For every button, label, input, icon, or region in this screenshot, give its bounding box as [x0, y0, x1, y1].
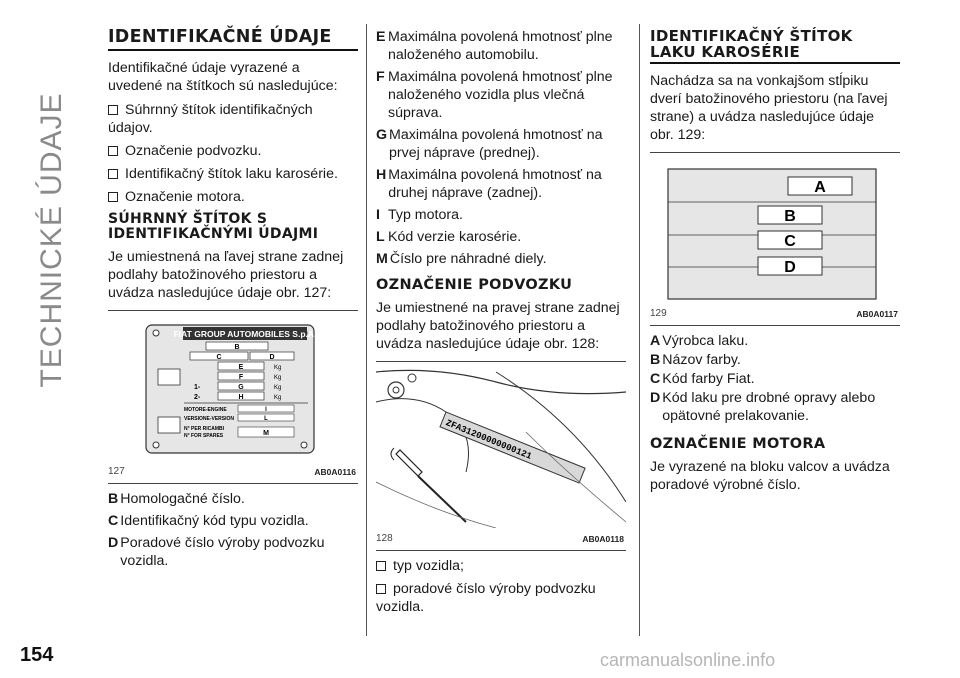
heading-rule [650, 62, 900, 64]
figure-129 [650, 152, 900, 326]
list-item: typ vozidla; [376, 557, 626, 575]
list-item: Označenie motora. [108, 188, 358, 206]
checkbox-bullet-icon [376, 561, 386, 571]
plate-field-m: M [263, 430, 269, 437]
figure-caption [108, 461, 358, 483]
watermark: carmanualsonline.info [600, 650, 776, 670]
page-number: 154 [20, 644, 54, 666]
svg-text:N° FOR SPARES: N° FOR SPARES [184, 433, 224, 439]
plate-field-f: F [238, 374, 244, 381]
intro-text: Identifikačné údaje vyrazené a uvedené na štítkoch sú nasledujúce: [108, 60, 338, 94]
checkbox-bullet-icon [108, 146, 118, 156]
column-1 [108, 28, 358, 574]
definition-item: A Výrobca laku. [650, 333, 749, 349]
checkbox-bullet-icon [108, 105, 118, 115]
column-divider [366, 24, 367, 636]
svg-text:Kg: Kg [274, 385, 282, 391]
definition-item: C Kód farby Fiat. [650, 371, 755, 387]
identification-plate-illustration [108, 311, 354, 461]
definition-item: C Identifikačný kód typu vozidla. [108, 513, 309, 529]
column-3 [650, 28, 900, 500]
svg-text:Kg: Kg [274, 375, 282, 381]
list-item: Označenie podvozku. [108, 142, 358, 160]
paint-plate-text: Nachádza sa na vonkajšom stĺpiku dverí batožinového priestoru (na ľavej strane) a uvádza nasledujúce údaje obr. 129: [650, 73, 888, 143]
figure-code: AB0A0117 [856, 309, 898, 319]
figure-caption [650, 303, 900, 325]
list-item: poradové číslo výroby podvozku vozidla. [376, 581, 596, 615]
paint-plate-illustration [650, 153, 896, 303]
definition-item: M Číslo pre náhradné diely. [376, 251, 547, 267]
heading-rule [108, 49, 358, 51]
checkbox-bullet-icon [108, 192, 118, 202]
plate-field-l: L [264, 416, 268, 422]
plate-field-i: I [265, 407, 267, 413]
definition-item: H Maximálna povolená hmotnosť na druhej náprave (zadnej). [376, 167, 602, 201]
column-divider [639, 24, 640, 636]
list-item: Súhrnný štítok identifikačných údajov. [108, 102, 313, 136]
figure-127 [108, 310, 358, 484]
checkbox-bullet-icon [376, 584, 386, 594]
section-side-title: TECHNICKÉ ÚDAJE [35, 92, 68, 388]
svg-text:Kg: Kg [274, 365, 282, 371]
subheading-summary-plate: SÚHRNNÝ ŠTÍTOK S IDENTIFIKAČNÝMI ÚDAJMI [108, 211, 319, 242]
svg-text:MOTORE-ENGINE: MOTORE-ENGINE [184, 407, 227, 413]
figure-number: 128 [376, 533, 393, 544]
definition-item: D Poradové číslo výroby podvozku vozidla. [108, 535, 325, 569]
paint-label-a: A [814, 179, 826, 196]
definition-item: E Maximálna povolená hmotnosť plne naloženého automobilu. [376, 29, 613, 63]
plate-field-e: E [238, 364, 244, 371]
plate-field-c: C [216, 354, 222, 361]
figure-code: AB0A0116 [314, 467, 356, 477]
paint-label-d: D [784, 259, 796, 276]
svg-text:VERSIONE-VERSION: VERSIONE-VERSION [184, 416, 235, 422]
heading-paint-plate: IDENTIFIKAČNÝ ŠTÍTOK LAKU KAROSÉRIE [650, 27, 853, 61]
figure-number: 129 [650, 308, 667, 319]
checkbox-bullet-icon [108, 169, 118, 179]
definition-item: B Homologačné číslo. [108, 491, 245, 507]
svg-text:1-: 1- [194, 384, 201, 391]
plate-title: FIAT GROUP AUTOMOBILES S.p.A. [173, 329, 317, 339]
figure-caption [376, 528, 626, 550]
definition-item: I Typ motora. [376, 207, 463, 223]
svg-text:Kg: Kg [274, 395, 282, 401]
chassis-text: Je umiestnené na pravej strane zadnej podlahy batožinového priestoru a uvádza nasledujúce údaje obr. 128: [376, 300, 620, 352]
definition-item: L Kód verzie karosérie. [376, 229, 522, 245]
chassis-marking-illustration [376, 362, 626, 528]
plate-field-h: H [238, 394, 244, 401]
definition-item: F Maximálna povolená hmotnosť plne naloženého vozidla plus vlečná súprava. [376, 69, 613, 121]
definition-item: G Maximálna povolená hmotnosť na prvej náprave (prednej). [376, 127, 603, 161]
figure-code: AB0A0118 [582, 534, 624, 544]
list-item: Identifikačný štítok laku karosérie. [108, 165, 358, 183]
plate-field-d: D [269, 354, 275, 361]
column-2 [376, 28, 626, 621]
heading-engine-marking: OZNAČENIE MOTORA [650, 436, 826, 452]
engine-marking-text: Je vyrazené na bloku valcov a uvádza poradové výrobné číslo. [650, 459, 890, 493]
heading-identification-data: IDENTIFIKAČNÉ ÚDAJE [108, 27, 332, 47]
heading-chassis-marking: OZNAČENIE PODVOZKU [376, 277, 573, 293]
paint-label-b: B [784, 208, 796, 225]
figure-128 [376, 361, 626, 551]
svg-text:N° PER RICAMBI: N° PER RICAMBI [184, 426, 225, 432]
definition-item: D Kód laku pre drobné opravy alebo opätovné prelakovanie. [650, 390, 876, 424]
chassis-number: ZFA31200000000121 [444, 418, 533, 462]
figure-number: 127 [108, 466, 125, 477]
svg-text:2-: 2- [194, 394, 201, 401]
definition-item: B Názov farby. [650, 352, 741, 368]
paint-label-c: C [784, 233, 796, 250]
plate-field-g: G [238, 384, 244, 391]
summary-plate-text: Je umiestnená na ľavej strane zadnej podlahy batožinového priestoru a uvádza nasledujúce údaje obr. 127: [108, 249, 344, 301]
plate-field-b: B [234, 344, 240, 351]
